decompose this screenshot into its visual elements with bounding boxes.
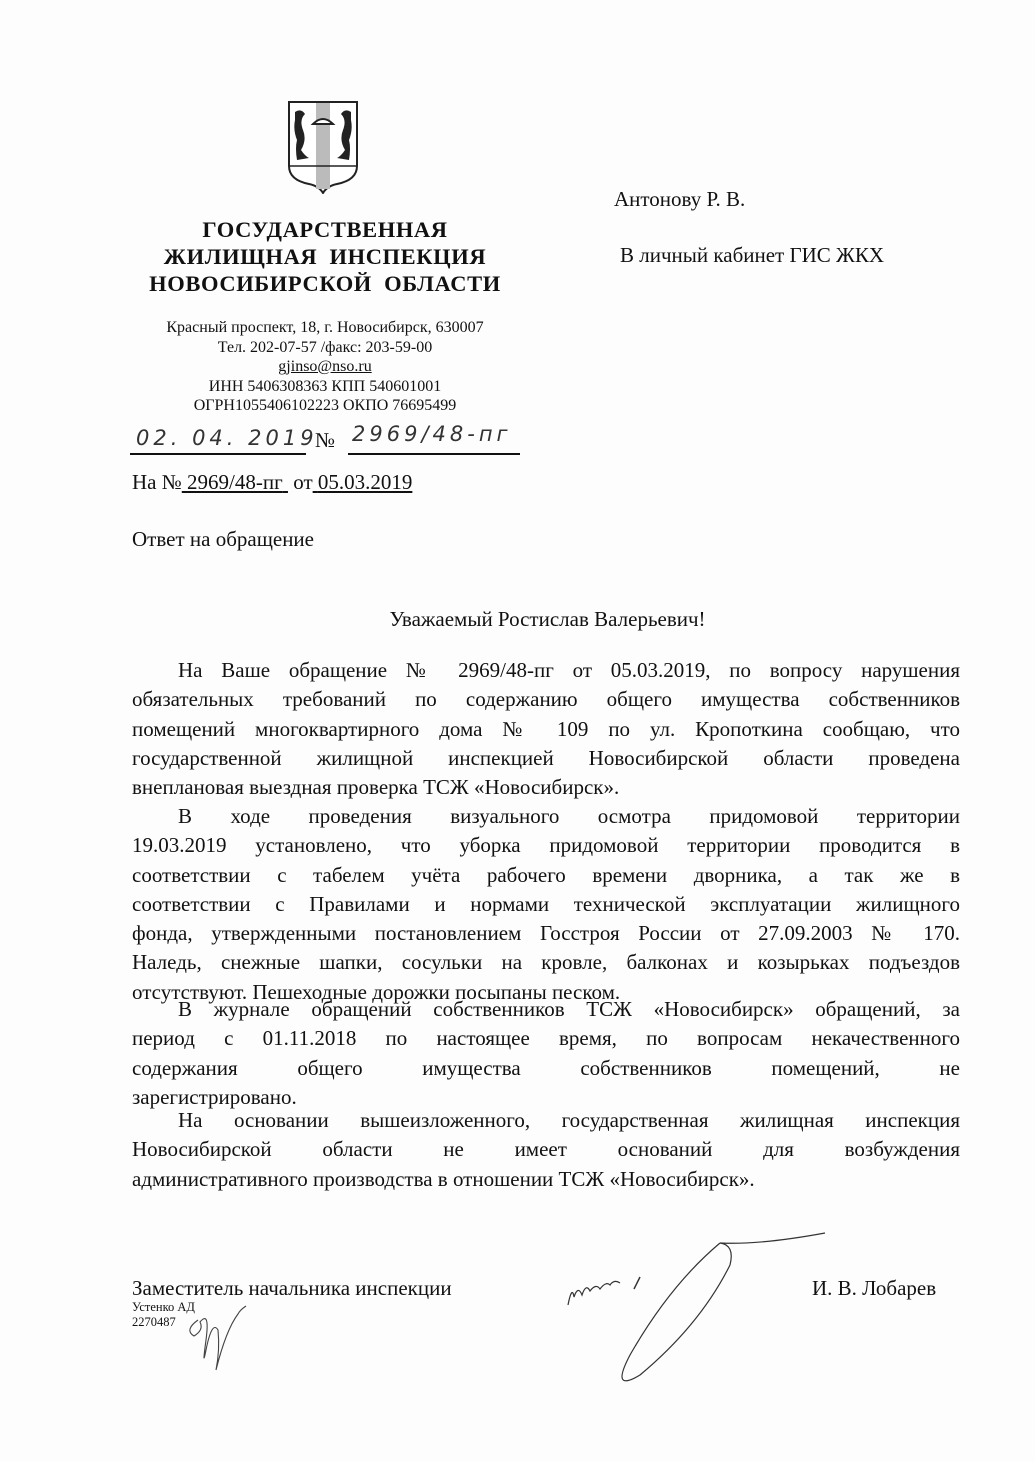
inn-kpp: ИНН 5406308363 КПП 540601001 xyxy=(208,377,442,395)
text-line: период с 01.11.2018 по настоящее время, по вопросам некачественного xyxy=(132,1026,960,1051)
reference-line xyxy=(132,470,412,495)
text-line: обязательных требований по содержанию общего имущества собственников xyxy=(132,687,960,712)
text-line: внеплановая выездная проверка ТСЖ «Новосибирск». xyxy=(132,775,620,800)
email-link[interactable]: gjinso@nso.ru xyxy=(278,358,372,375)
text-line: соответствии с Правилами и нормами технической эксплуатации жилищного xyxy=(132,891,960,916)
text-line: помещений многоквартирного дома № 109 по ул. Кропоткина сообщаю, что xyxy=(132,716,960,741)
organization-name xyxy=(120,216,530,297)
org-line: ЖИЛИЩНАЯ ИНСПЕКЦИЯ xyxy=(163,244,487,269)
reg-number-underline xyxy=(348,453,520,455)
text-line: административного производства в отношении ТСЖ «Новосибирск». xyxy=(132,1166,755,1191)
subject: Ответ на обращение xyxy=(132,527,314,551)
greeting: Уважаемый Ростислав Валерьевич! xyxy=(389,607,706,631)
text-line: государственной жилищной инспекцией Новосибирской области проведена xyxy=(132,745,960,770)
recipient-name: Антонову Р. В. xyxy=(614,187,746,211)
paragraph-1 xyxy=(132,656,960,802)
reg-number: 2969/48-пг xyxy=(352,422,512,446)
org-contacts xyxy=(120,318,530,416)
text-line: На основании вышеизложенного, государственная жилищная инспекция xyxy=(178,1108,960,1132)
text-line: Новосибирской области не имеет оснований для возбуждения xyxy=(132,1137,960,1162)
text-line: отсутствуют. Пешеходные дорожки посыпаны песком. xyxy=(132,979,621,1004)
text-line: 19.03.2019 установлено, что уборка придомовой территории проводится в xyxy=(132,833,960,858)
text-line: На Ваше обращение № 2969/48-пг от 05.03.2019, по вопросу нарушения xyxy=(178,658,960,682)
paragraph-4 xyxy=(132,1106,960,1194)
ref-number: 2969/48-пг xyxy=(187,470,283,494)
registration-line xyxy=(130,422,570,456)
executor-signature xyxy=(180,1300,260,1380)
recipient-channel: В личный кабинет ГИС ЖКХ xyxy=(620,243,885,267)
text-line: зарегистрировано. xyxy=(132,1084,297,1109)
address: Красный проспект, 18, г. Новосибирск, 630007 xyxy=(166,319,484,336)
text-line: соответствии с табелем учёта рабочего времени дворника, а так же в xyxy=(132,862,960,887)
ref-from: от xyxy=(293,470,313,494)
executor-name: Устенко АД xyxy=(132,1300,195,1314)
reg-date-underline xyxy=(130,453,306,455)
org-line: ГОСУДАРСТВЕННАЯ xyxy=(202,217,448,242)
coat-of-arms-emblem xyxy=(287,100,359,194)
executor-phone: 2270487 xyxy=(132,1315,176,1329)
ref-date: 05.03.2019 xyxy=(317,470,413,494)
phone: Тел. 202-07-57 /факс: 203-59-00 xyxy=(217,338,433,356)
signatory-name: И. В. Лобарев xyxy=(812,1276,937,1300)
org-line: НОВОСИБИРСКОЙ ОБЛАСТИ xyxy=(149,271,501,296)
text-line: В ходе проведения визуального осмотра придомовой территории xyxy=(178,804,960,828)
ref-prefix: На № xyxy=(132,470,182,494)
text-line: Наледь, снежные шапки, сосульки на кровле, балконах и козырьках подъездов xyxy=(132,950,960,975)
handwritten-signature xyxy=(560,1225,830,1385)
reg-number-sign: № xyxy=(315,428,336,452)
reg-date: 02. 04. 2019 xyxy=(136,426,318,450)
text-line: В журнале обращений собственников ТСЖ «Новосибирск» обращений, за xyxy=(178,997,960,1021)
text-line: фонда, утвержденными постановлением Госстроя России от 27.09.2003 № 170. xyxy=(132,921,960,946)
paragraph-2 xyxy=(132,802,960,1007)
text-line: содержания общего имущества собственников помещений, не xyxy=(132,1055,960,1080)
ogrn-okpo: ОГРН1055406102223 ОКПО 76695499 xyxy=(193,397,457,414)
signatory-position: Заместитель начальника инспекции xyxy=(132,1276,452,1300)
paragraph-3 xyxy=(132,995,960,1112)
